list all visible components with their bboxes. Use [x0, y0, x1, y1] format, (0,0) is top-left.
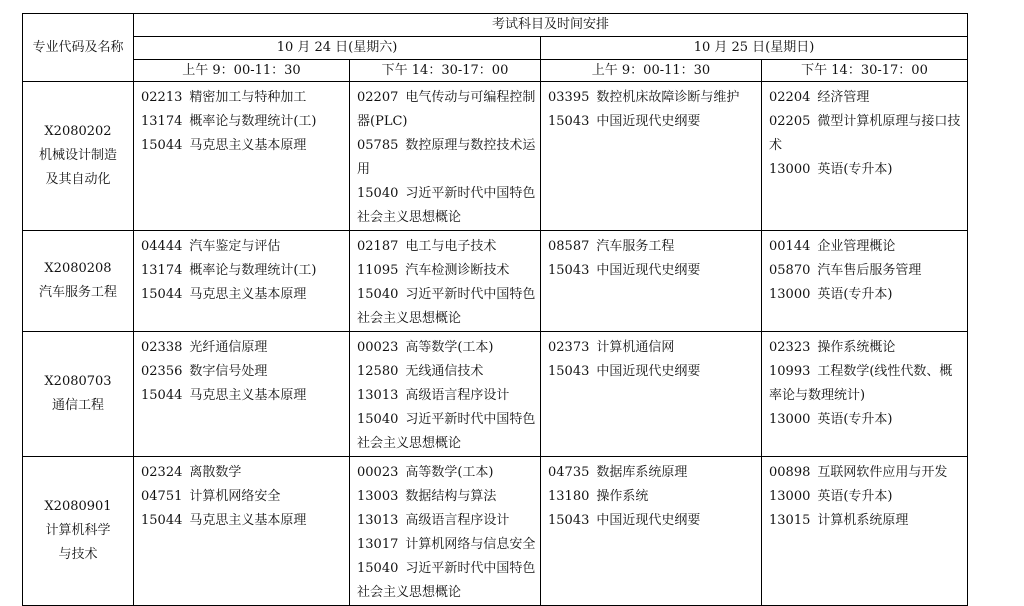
course-name: 高等数学(工本)	[405, 340, 494, 355]
course-name: 马克思主义基本原理	[189, 287, 307, 302]
major-name: 通信工程	[51, 398, 104, 413]
course-code: 13000	[769, 489, 811, 504]
course-code: 15040	[357, 412, 399, 427]
course-item	[357, 235, 536, 259]
major-cell	[23, 231, 134, 332]
course-name: 中国近现代史纲要	[596, 513, 701, 528]
exam-schedule-table	[22, 13, 968, 606]
course-name: 高级语言程序设计	[405, 513, 510, 528]
session-cell	[762, 82, 968, 231]
course-item	[141, 283, 345, 307]
course-item	[141, 336, 345, 360]
table-row	[23, 457, 968, 606]
course-name: 马克思主义基本原理	[189, 138, 307, 153]
session-cell	[134, 332, 350, 457]
course-name: 英语(专升本)	[817, 287, 893, 302]
course-code: 02338	[141, 340, 183, 355]
course-code: 13013	[357, 513, 399, 528]
course-item	[769, 461, 963, 485]
course-item	[548, 235, 757, 259]
course-code: 13000	[769, 412, 811, 427]
schedule-body	[23, 82, 968, 606]
course-item	[141, 509, 345, 533]
course-item	[141, 235, 345, 259]
course-code: 03395	[548, 90, 590, 105]
course-code: 13000	[769, 162, 811, 177]
schedule-header: 考试科目及时间安排	[134, 14, 968, 37]
course-name: 操作系统	[596, 489, 649, 504]
course-item	[357, 408, 536, 456]
course-item	[141, 461, 345, 485]
session-cell	[134, 457, 350, 606]
course-item	[769, 360, 963, 408]
table-row	[23, 332, 968, 457]
course-item	[769, 485, 963, 509]
course-item	[141, 110, 345, 134]
course-code: 13000	[769, 287, 811, 302]
major-name: 机械设计制造	[38, 148, 117, 163]
course-code: 02213	[141, 90, 183, 105]
session-header-3: 上午 9：00-11：30	[541, 60, 762, 82]
course-code: 02205	[769, 114, 811, 129]
course-name: 汽车检测诊断技术	[405, 263, 510, 278]
course-name: 数字信号处理	[189, 364, 268, 379]
course-code: 12580	[357, 364, 399, 379]
course-name: 企业管理概论	[817, 239, 896, 254]
course-code: 04751	[141, 489, 183, 504]
course-code: 00023	[357, 340, 399, 355]
course-item	[769, 110, 963, 158]
course-code: 02207	[357, 90, 399, 105]
course-name: 英语(专升本)	[817, 162, 893, 177]
course-item	[769, 509, 963, 533]
course-name: 精密加工与特种加工	[189, 90, 307, 105]
major-column-header: 专业代码及名称	[23, 14, 134, 82]
course-name: 经济管理	[817, 90, 870, 105]
course-code: 15044	[141, 287, 183, 302]
session-header-1: 上午 9：00-11：30	[134, 60, 350, 82]
course-name: 中国近现代史纲要	[596, 263, 701, 278]
course-name: 数据库系统原理	[596, 465, 688, 480]
course-item	[357, 533, 536, 557]
major-name: 汽车服务工程	[38, 285, 117, 300]
course-code: 04735	[548, 465, 590, 480]
course-code: 15043	[548, 364, 590, 379]
course-item	[357, 384, 536, 408]
course-name: 无线通信技术	[405, 364, 484, 379]
course-code: 02187	[357, 239, 399, 254]
course-code: 00023	[357, 465, 399, 480]
course-code: 13017	[357, 537, 399, 552]
course-code: 15040	[357, 287, 399, 302]
course-item	[769, 235, 963, 259]
course-name: 互联网软件应用与开发	[817, 465, 948, 480]
course-name: 离散数学	[189, 465, 242, 480]
major-name: 计算机科学	[45, 523, 111, 538]
major-cell	[23, 82, 134, 231]
course-item	[548, 336, 757, 360]
course-item	[357, 86, 536, 134]
course-item	[357, 557, 536, 605]
course-name: 工程数学(线性代数、概率论与数理统计)	[769, 364, 953, 403]
course-code: 02324	[141, 465, 183, 480]
course-item	[357, 509, 536, 533]
course-item	[548, 259, 757, 283]
major-name: 与技术	[58, 547, 98, 562]
course-code: 13003	[357, 489, 399, 504]
course-name: 数控原理与数控技术运用	[357, 138, 536, 177]
course-code: 10993	[769, 364, 811, 379]
course-code: 02323	[769, 340, 811, 355]
major-code: X2080208	[44, 261, 112, 276]
session-cell	[350, 332, 541, 457]
course-item	[357, 485, 536, 509]
course-code: 02373	[548, 340, 590, 355]
session-cell	[541, 82, 762, 231]
course-name: 中国近现代史纲要	[596, 364, 701, 379]
day-header-2: 10 月 25 日(星期日)	[541, 37, 968, 60]
course-code: 15043	[548, 513, 590, 528]
course-code: 15043	[548, 263, 590, 278]
course-item	[769, 408, 963, 432]
course-item	[548, 110, 757, 134]
course-name: 计算机网络安全	[189, 489, 281, 504]
session-header-2: 下午 14：30-17：00	[350, 60, 541, 82]
course-code: 13013	[357, 388, 399, 403]
session-cell	[134, 82, 350, 231]
course-code: 11095	[357, 263, 399, 278]
course-name: 汽车服务工程	[596, 239, 675, 254]
course-name: 数据结构与算法	[405, 489, 497, 504]
course-item	[141, 86, 345, 110]
course-code: 08587	[548, 239, 590, 254]
major-code: X2080901	[44, 499, 112, 514]
course-code: 15044	[141, 513, 183, 528]
course-code: 15044	[141, 388, 183, 403]
course-name: 马克思主义基本原理	[189, 513, 307, 528]
course-code: 02356	[141, 364, 183, 379]
course-item	[357, 360, 536, 384]
course-name: 高等数学(工本)	[405, 465, 494, 480]
course-code: 13174	[141, 114, 183, 129]
course-name: 汽车售后服务管理	[817, 263, 922, 278]
course-item	[141, 259, 345, 283]
course-item	[769, 259, 963, 283]
course-code: 05785	[357, 138, 399, 153]
course-code: 13174	[141, 263, 183, 278]
course-name: 光纤通信原理	[189, 340, 268, 355]
major-code: X2080703	[44, 374, 112, 389]
course-item	[769, 158, 963, 182]
course-item	[769, 336, 963, 360]
session-cell	[541, 231, 762, 332]
course-item	[141, 360, 345, 384]
course-item	[548, 509, 757, 533]
course-name: 汽车鉴定与评估	[189, 239, 281, 254]
course-item	[357, 461, 536, 485]
session-cell	[350, 457, 541, 606]
major-cell	[23, 332, 134, 457]
course-name: 电气传动与可编程控制器(PLC)	[357, 90, 536, 129]
course-name: 习近平新时代中国特色社会主义思想概论	[357, 287, 536, 326]
table-row	[23, 231, 968, 332]
course-item	[357, 182, 536, 230]
course-code: 15040	[357, 561, 399, 576]
course-name: 英语(专升本)	[817, 489, 893, 504]
course-name: 计算机网络与信息安全	[405, 537, 536, 552]
session-cell	[541, 332, 762, 457]
day-header-1: 10 月 24 日(星期六)	[134, 37, 541, 60]
session-cell	[762, 231, 968, 332]
session-cell	[762, 457, 968, 606]
course-name: 概率论与数理统计(工)	[189, 114, 317, 129]
course-item	[548, 461, 757, 485]
session-cell	[134, 231, 350, 332]
course-name: 马克思主义基本原理	[189, 388, 307, 403]
major-cell	[23, 457, 134, 606]
course-item	[357, 336, 536, 360]
course-item	[357, 259, 536, 283]
course-code: 02204	[769, 90, 811, 105]
course-code: 15040	[357, 186, 399, 201]
course-name: 概率论与数理统计(工)	[189, 263, 317, 278]
table-row	[23, 82, 968, 231]
course-item	[141, 384, 345, 408]
course-code: 13015	[769, 513, 811, 528]
course-item	[548, 360, 757, 384]
course-item	[769, 86, 963, 110]
course-item	[548, 485, 757, 509]
course-code: 15043	[548, 114, 590, 129]
course-code: 04444	[141, 239, 183, 254]
course-name: 电工与电子技术	[405, 239, 497, 254]
course-item	[357, 283, 536, 331]
course-code: 13180	[548, 489, 590, 504]
course-item	[548, 86, 757, 110]
course-code: 00898	[769, 465, 811, 480]
course-code: 15044	[141, 138, 183, 153]
session-header-4: 下午 14：30-17：00	[762, 60, 968, 82]
course-name: 计算机通信网	[596, 340, 675, 355]
major-name: 及其自动化	[45, 172, 111, 187]
course-name: 习近平新时代中国特色社会主义思想概论	[357, 186, 536, 225]
session-cell	[350, 231, 541, 332]
course-name: 中国近现代史纲要	[596, 114, 701, 129]
course-name: 习近平新时代中国特色社会主义思想概论	[357, 561, 536, 600]
session-cell	[541, 457, 762, 606]
session-cell	[762, 332, 968, 457]
course-name: 高级语言程序设计	[405, 388, 510, 403]
course-name: 习近平新时代中国特色社会主义思想概论	[357, 412, 536, 451]
course-name: 操作系统概论	[817, 340, 896, 355]
course-code: 00144	[769, 239, 811, 254]
course-item	[769, 283, 963, 307]
course-item	[141, 134, 345, 158]
course-name: 微型计算机原理与接口技术	[769, 114, 961, 153]
major-code: X2080202	[44, 124, 112, 139]
course-item	[357, 134, 536, 182]
session-cell	[350, 82, 541, 231]
course-name: 计算机系统原理	[817, 513, 909, 528]
course-item	[141, 485, 345, 509]
course-name: 数控机床故障诊断与维护	[596, 90, 740, 105]
course-name: 英语(专升本)	[817, 412, 893, 427]
course-code: 05870	[769, 263, 811, 278]
